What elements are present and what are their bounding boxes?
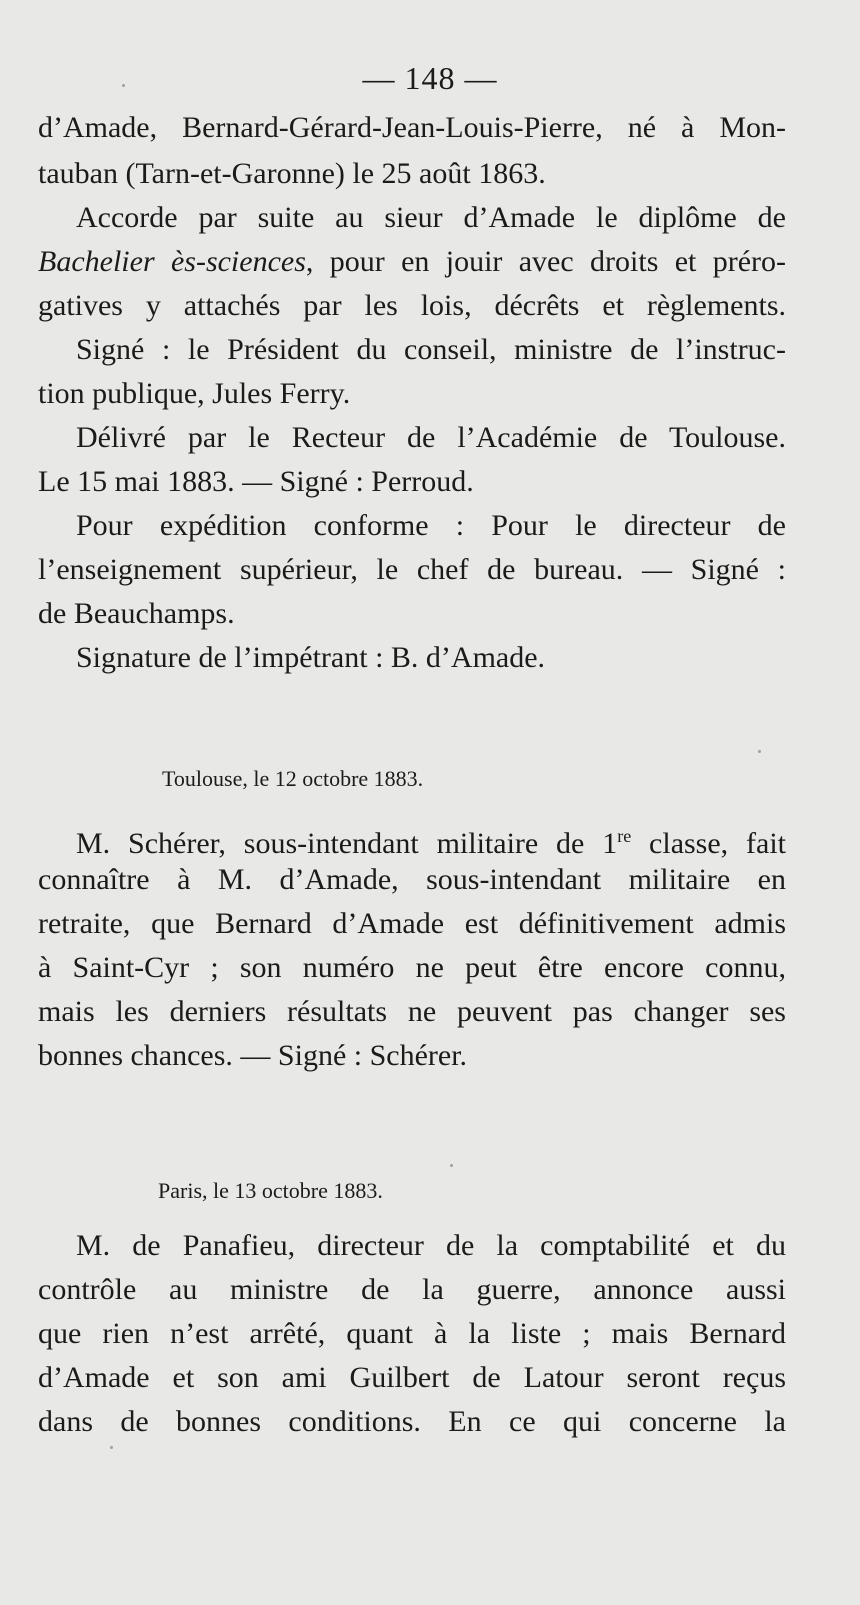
line-rest: , pour en jouir avec droits et préro-	[305, 245, 786, 278]
text-line: gatives y attachés par les lois, décrêts et règlements.	[38, 289, 786, 322]
text-line: Le 15 mai 1883. — Signé : Perroud.	[38, 465, 474, 498]
paragraph-start-line: M. de Panafieu, directeur de la comptabilité et du	[76, 1229, 786, 1262]
text-line: d’Amade et son ami Guilbert de Latour seront reçus	[38, 1361, 786, 1394]
text-line: tauban (Tarn-et-Garonne) le 25 août 1863.	[38, 157, 546, 190]
text-line: d’Amade, Bernard-Gérard-Jean-Louis-Pierre, né à Mon-	[38, 111, 786, 144]
text-line: de Beauchamps.	[38, 597, 235, 630]
text-line: contrôle au ministre de la guerre, annonce aussi	[38, 1273, 786, 1306]
signature-line: Signature de l’impétrant : B. d’Amade.	[76, 641, 546, 674]
text-line-with-italic	[38, 242, 786, 282]
paragraph-start-line: Signé : le Président du conseil, ministre de l’instruc-	[76, 333, 786, 366]
text-line: que rien n’est arrêté, quant à la liste ; mais Bernard	[38, 1317, 786, 1350]
text-line: dans de bonnes conditions. En ce qui concerne la	[38, 1405, 786, 1438]
dateline-paris: Paris, le 13 octobre 1883.	[158, 1178, 383, 1203]
text-line-with-superscript	[76, 816, 786, 864]
paragraph-start-line: Délivré par le Recteur de l’Académie de Toulouse.	[76, 421, 786, 454]
paragraph-start-line: Accorde par suite au sieur d’Amade le diplôme de	[76, 201, 786, 234]
line-content: M. Schérer, sous-intendant militaire de 1re classe, fait	[76, 826, 786, 860]
page-number: — 148 —	[362, 60, 498, 96]
text-line: retraite, que Bernard d’Amade est définitivement admis	[38, 907, 786, 940]
paper-speck	[450, 1164, 453, 1167]
text-line: tion publique, Jules Ferry.	[38, 377, 351, 410]
text-line: bonnes chances. — Signé : Schérer.	[38, 1039, 468, 1072]
paper-speck	[122, 84, 125, 87]
dateline-toulouse: Toulouse, le 12 octobre 1883.	[162, 766, 424, 791]
text-line: l’enseignement supérieur, le chef de bureau. — Signé :	[38, 553, 786, 586]
text-line: à Saint-Cyr ; son numéro ne peut être encore connu,	[38, 951, 786, 984]
ordinal-superscript: re	[617, 826, 632, 846]
text-line: mais les derniers résultats ne peuvent pas changer ses	[38, 995, 786, 1028]
paper-speck	[110, 1446, 113, 1449]
text-line: connaître à M. d’Amade, sous-intendant militaire en	[38, 863, 786, 896]
paragraph-start-line: Pour expédition conforme : Pour le directeur de	[76, 509, 786, 542]
paper-speck	[758, 750, 761, 753]
italic-phrase: Bachelier ès-sciences	[38, 245, 306, 278]
